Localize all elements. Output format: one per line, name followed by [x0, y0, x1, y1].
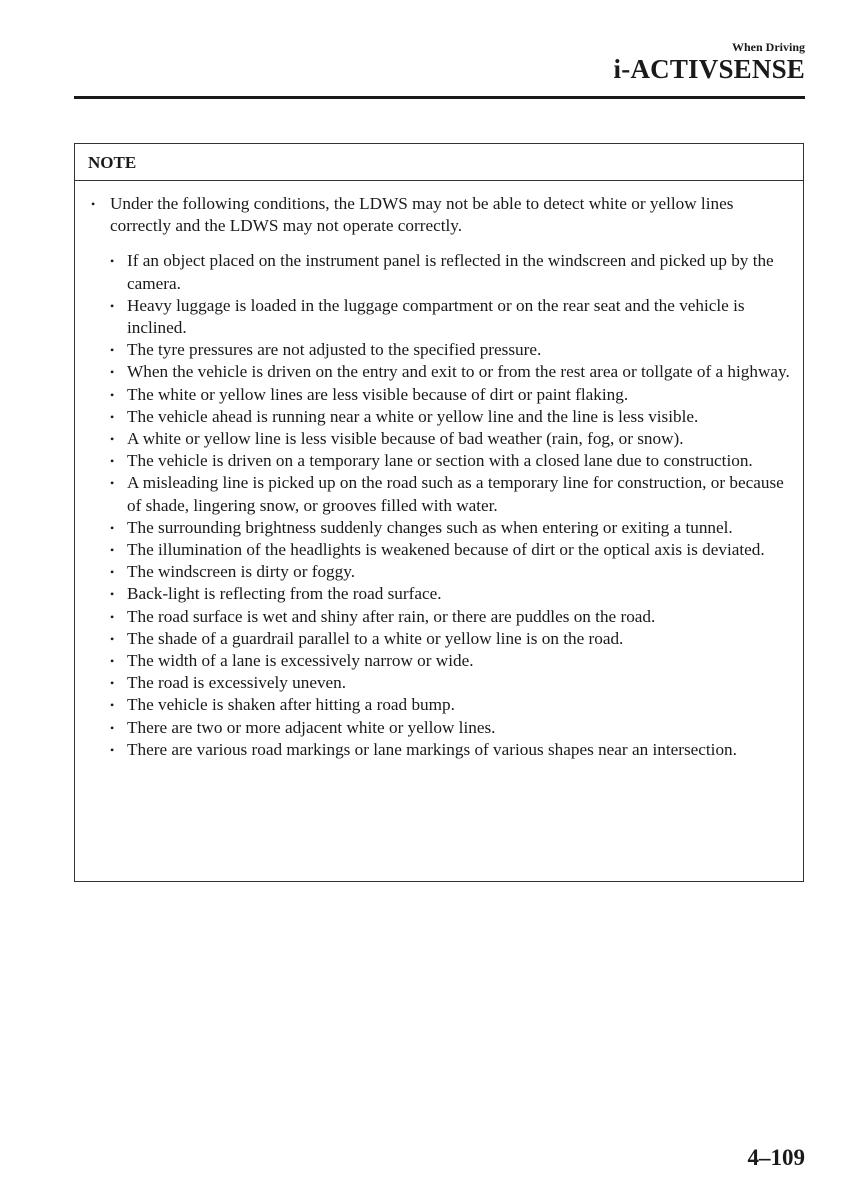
page-number: 4–109 [747, 1145, 805, 1170]
list-item: • The vehicle is driven on a temporary lane or section with a closed lane due to construction. [89, 450, 793, 472]
list-item: • The windscreen is dirty or foggy. [89, 561, 793, 583]
note-body [75, 181, 803, 761]
list-item: • The road is excessively uneven. [89, 672, 793, 694]
list-item: • The surrounding brightness suddenly changes such as when entering or exiting a tunnel. [89, 517, 793, 539]
list-item: • When the vehicle is driven on the entry and exit to or from the rest area or tollgate of a highway. [89, 361, 793, 383]
list-item: • There are two or more adjacent white or yellow lines. [89, 717, 793, 739]
page-title: i-ACTIVSENSE [613, 54, 805, 84]
list-item: • There are various road markings or lane markings of various shapes near an intersection. [89, 739, 793, 761]
note-label: NOTE [75, 144, 803, 181]
list-item: • Heavy luggage is loaded in the luggage compartment or on the rear seat and the vehicle is inclined. [89, 295, 793, 339]
list-item: • The road surface is wet and shiny after rain, or there are puddles on the road. [89, 606, 793, 628]
list-item: • The vehicle is shaken after hitting a road bump. [89, 694, 793, 716]
list-item: • The illumination of the headlights is weakened because of dirt or the optical axis is deviated. [89, 539, 793, 561]
list-item: • A misleading line is picked up on the road such as a temporary line for construction, or because of shade, lingering snow, or grooves filled with water. [89, 472, 793, 516]
list-item: • The width of a lane is excessively narrow or wide. [89, 650, 793, 672]
note-intro: • Under the following conditions, the LDWS may not be able to detect white or yellow lines correctly and the LDWS may not operate correctly. [89, 193, 793, 237]
header-divider [74, 96, 805, 99]
list-item: • A white or yellow line is less visible because of bad weather (rain, fog, or snow). [89, 428, 793, 450]
list-item: • Back-light is reflecting from the road surface. [89, 583, 793, 605]
condition-list [89, 250, 793, 761]
list-item: • The white or yellow lines are less visible because of dirt or paint flaking. [89, 384, 793, 406]
note-box [74, 143, 804, 882]
list-item: • If an object placed on the instrument panel is reflected in the windscreen and picked up by the camera. [89, 250, 793, 294]
section-label: When Driving [731, 40, 805, 54]
list-item: • The shade of a guardrail parallel to a white or yellow line is on the road. [89, 628, 793, 650]
list-item: • The tyre pressures are not adjusted to the specified pressure. [89, 339, 793, 361]
list-item: • The vehicle ahead is running near a white or yellow line and the line is less visible. [89, 406, 793, 428]
